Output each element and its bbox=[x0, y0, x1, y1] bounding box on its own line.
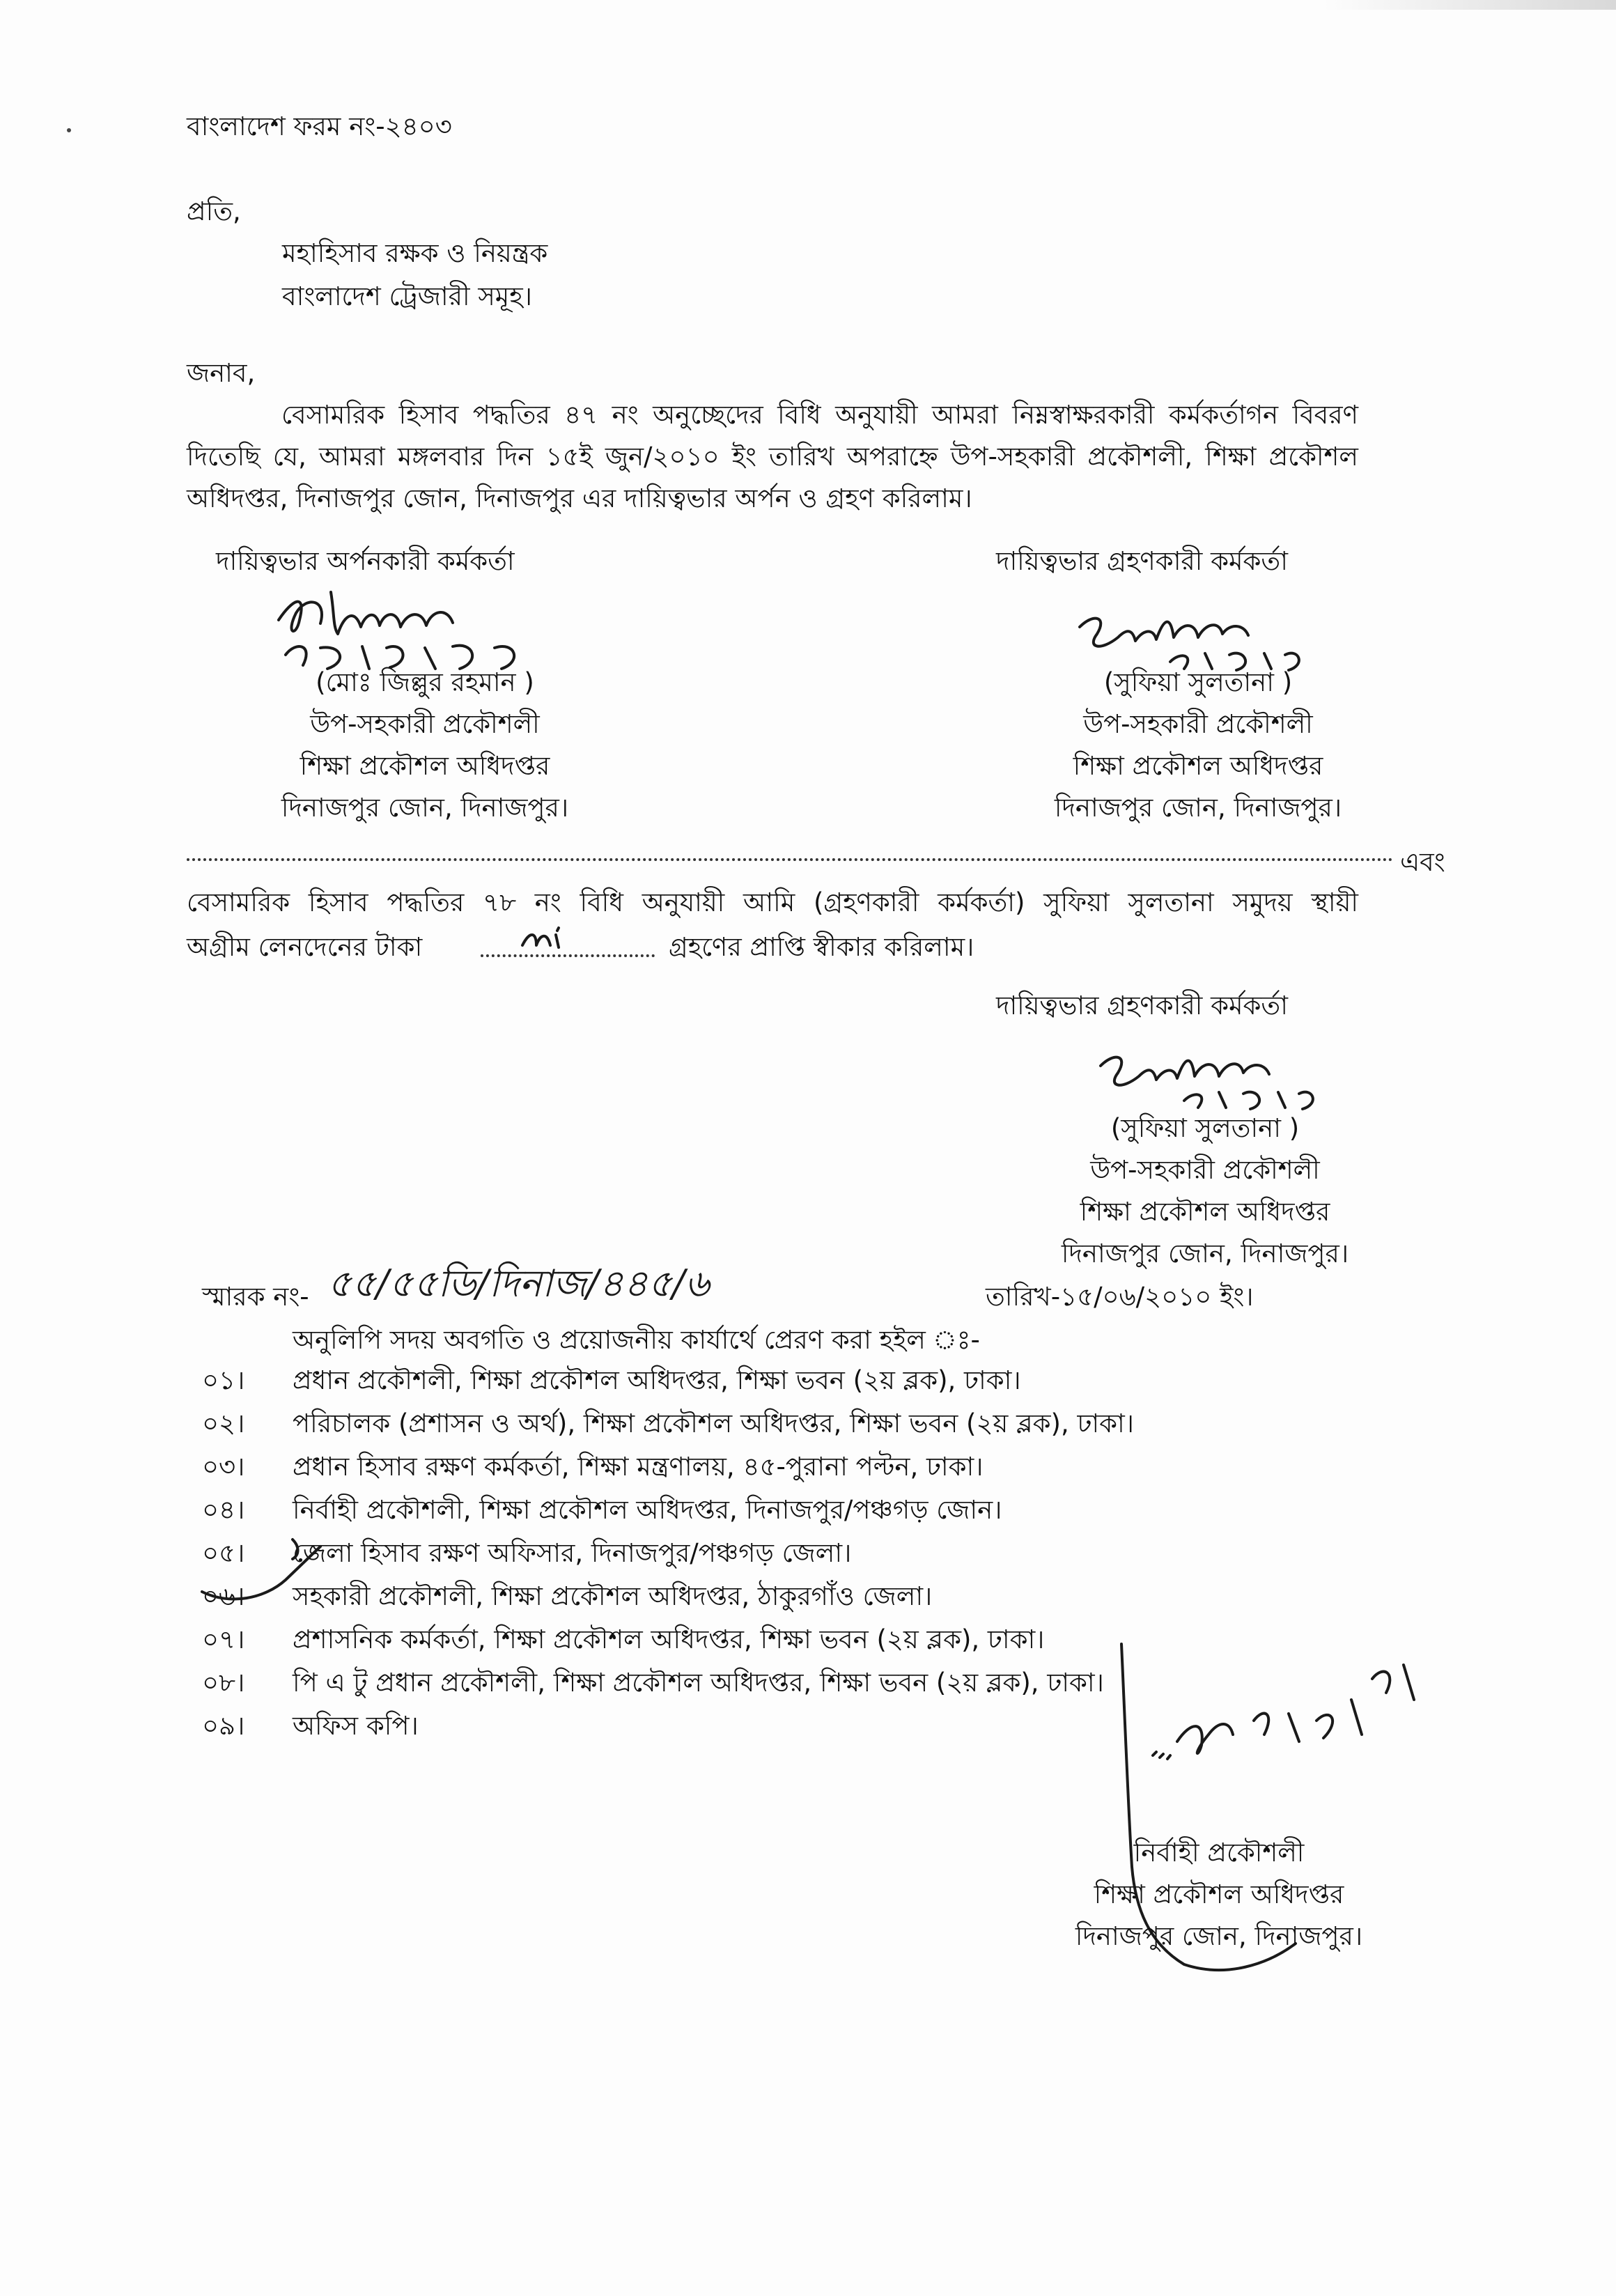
takeover2-block bbox=[1010, 1108, 1400, 1275]
takeover2-department: শিক্ষা প্রকৌশল অধিদপ্তর bbox=[1080, 1197, 1330, 1227]
takeover-heading: দায়িত্বভার গ্রহণকারী কর্মকর্তা bbox=[996, 546, 1288, 576]
salutation: জনাব, bbox=[187, 358, 256, 388]
amount-nil-handwritten bbox=[515, 921, 571, 956]
copy-item-text: জেলা হিসাব রক্ষণ অফিসার, দিনাজপুর/পঞ্চগড় জেলা। bbox=[293, 1538, 852, 1568]
handover-designation: উপ-সহকারী প্রকৌশলী bbox=[310, 709, 540, 739]
memo-handwritten-number: ৫৫/৫৫ডি/দিনাজ/৪৪৫/৬ bbox=[327, 1262, 710, 1305]
takeover2-heading: দায়িত্বভার গ্রহণকারী কর্মকর্তা bbox=[996, 991, 1288, 1021]
separator-suffix: এবং bbox=[1400, 847, 1445, 877]
takeover2-designation: উপ-সহকারী প্রকৌশলী bbox=[1090, 1155, 1320, 1185]
copy-item-number: ০২। bbox=[202, 1409, 245, 1438]
handover-heading: দায়িত্বভার অর্পনকারী কর্মকর্তা bbox=[216, 546, 515, 576]
handover-name: (মোঃ জিল্লুর রহমান ) bbox=[316, 667, 534, 697]
copy-item-text: প্রশাসনিক কর্মকর্তা, শিক্ষা প্রকৌশল অধিদপ্তর, শিক্ষা ভবন (২য় ব্লক), ঢাকা। bbox=[293, 1624, 1045, 1654]
takeover-name: (সুফিয়া সুলতানা ) bbox=[1103, 667, 1293, 697]
copy-item-text: পরিচালক (প্রশাসন ও অর্থ), শিক্ষা প্রকৌশল অধিদপ্তর, শিক্ষা ভবন (২য় ব্লক), ঢাকা। bbox=[293, 1409, 1134, 1438]
to-label: প্রতি, bbox=[187, 196, 241, 226]
scan-speck bbox=[67, 128, 71, 132]
takeover2-name: (সুফিয়া সুলতানা ) bbox=[1110, 1113, 1300, 1143]
copy-item-tick-mark bbox=[188, 1519, 334, 1609]
copy-item-text: প্রধান হিসাব রক্ষণ কর্মকর্তা, শিক্ষা মন্ত্রণালয়, ৪৫-পুরানা পল্টন, ঢাকা। bbox=[293, 1452, 984, 1482]
copy-item-text: সহকারী প্রকৌশলী, শিক্ষা প্রকৌশল অধিদপ্তর, ঠাকুরগাঁও জেলা। bbox=[293, 1581, 933, 1611]
takeover-block bbox=[1003, 662, 1393, 829]
separator-dotted-line bbox=[187, 858, 1393, 861]
form-number: বাংলাদেশ ফরম নং-২৪০৩ bbox=[187, 111, 452, 141]
copy-item-text: প্রধান প্রকৌশলী, শিক্ষা প্রকৌশল অধিদপ্তর, শিক্ষা ভবন (২য় ব্লক), ঢাকা। bbox=[293, 1365, 1021, 1395]
takeover2-office: দিনাজপুর জোন, দিনাজপুর। bbox=[1061, 1239, 1349, 1269]
takeover-designation: উপ-সহকারী প্রকৌশলী bbox=[1083, 709, 1313, 739]
copy-item-number: ০১। bbox=[202, 1365, 245, 1395]
body-paragraph: বেসামরিক হিসাব পদ্ধতির ৪৭ নং অনুচ্ছেদের বিধি অনুযায়ী আমরা নিম্নস্বাক্ষরকারী কর্মকর্তাগন বিবরণ দিতেছি যে, আমরা মঙ্গলবার দিন ১৫ই জুন/২০১০ ইং তারিখ অপরাহ্নে উপ-সহকারী প্রকৌশলী, শিক্ষা প্রকৌশল অধিদপ্তর, দিনাজপুর জোন, দিনাজপুর এর দায়িত্বভার অর্পন ও গ্রহণ করিলাম। bbox=[187, 400, 1358, 513]
takeover-office: দিনাজপুর জোন, দিনাজপুর। bbox=[1054, 793, 1342, 823]
memo-date: তারিখ-১৫/০৬/২০১০ ইং। bbox=[986, 1282, 1254, 1312]
acknowledgement-line-1: বেসামরিক হিসাব পদ্ধতির ৭৮ নং বিধি অনুযায়ী আমি (গ্রহণকারী কর্মকর্তা) সুফিয়া সুলতানা সমুদয় স্থায়ী bbox=[187, 887, 1358, 917]
memo-label: স্মারক নং- bbox=[202, 1282, 309, 1312]
executive-designation: নির্বাহী প্রকৌশলী bbox=[1133, 1838, 1305, 1868]
executive-office: দিনাজপুর জোন, দিনাজপুর। bbox=[1075, 1921, 1363, 1951]
executive-block bbox=[1024, 1832, 1414, 1957]
copy-item-text: নির্বাহী প্রকৌশলী, শিক্ষা প্রকৌশল অধিদপ্তর, দিনাজপুর/পঞ্চগড় জোন। bbox=[293, 1495, 1002, 1525]
handover-block bbox=[230, 662, 620, 829]
copy-item-number: ০৭। bbox=[202, 1624, 245, 1654]
recipient-line-1: মহাহিসাব রক্ষক ও নিয়ন্ত্রক bbox=[282, 238, 548, 268]
copy-intro: অনুলিপি সদয় অবগতি ও প্রয়োজনীয় কার্যার্থে প্রেরণ করা হইল ঃ- bbox=[293, 1325, 980, 1355]
copy-item-number: ০৪। bbox=[202, 1495, 245, 1525]
copy-item-text: পি এ টু প্রধান প্রকৌশলী, শিক্ষা প্রকৌশল অধিদপ্তর, শিক্ষা ভবন (২য় ব্লক), ঢাকা। bbox=[293, 1668, 1104, 1698]
copy-item-number: ০৬। bbox=[202, 1581, 245, 1611]
copy-item-number: ০৫। bbox=[202, 1538, 245, 1568]
copy-item-number: ০৮। bbox=[202, 1668, 245, 1698]
takeover-department: শিক্ষা প্রকৌশল অধিদপ্তর bbox=[1073, 751, 1323, 781]
takeover2-signature bbox=[1087, 1038, 1323, 1115]
acknowledgement-amount-label: অগ্রীম লেনদেনের টাকা bbox=[187, 932, 423, 962]
handover-office: দিনাজপুর জোন, দিনাজপুর। bbox=[281, 793, 569, 823]
recipient-line-2: বাংলাদেশ ট্রেজারী সমূহ। bbox=[282, 281, 532, 311]
scan-edge-shadow bbox=[1323, 0, 1616, 10]
copy-item-text: অফিস কপি। bbox=[293, 1711, 419, 1741]
copy-item-number: ০৩। bbox=[202, 1452, 245, 1482]
executive-department: শিক্ষা প্রকৌশল অধিদপ্তর bbox=[1094, 1879, 1344, 1909]
acknowledgement-receipt-text: গ্রহণের প্রাপ্তি স্বীকার করিলাম। bbox=[669, 932, 974, 962]
handover-department: শিক্ষা প্রকৌশল অধিদপ্তর bbox=[300, 751, 550, 781]
copy-item-number: ০৯। bbox=[202, 1711, 245, 1741]
